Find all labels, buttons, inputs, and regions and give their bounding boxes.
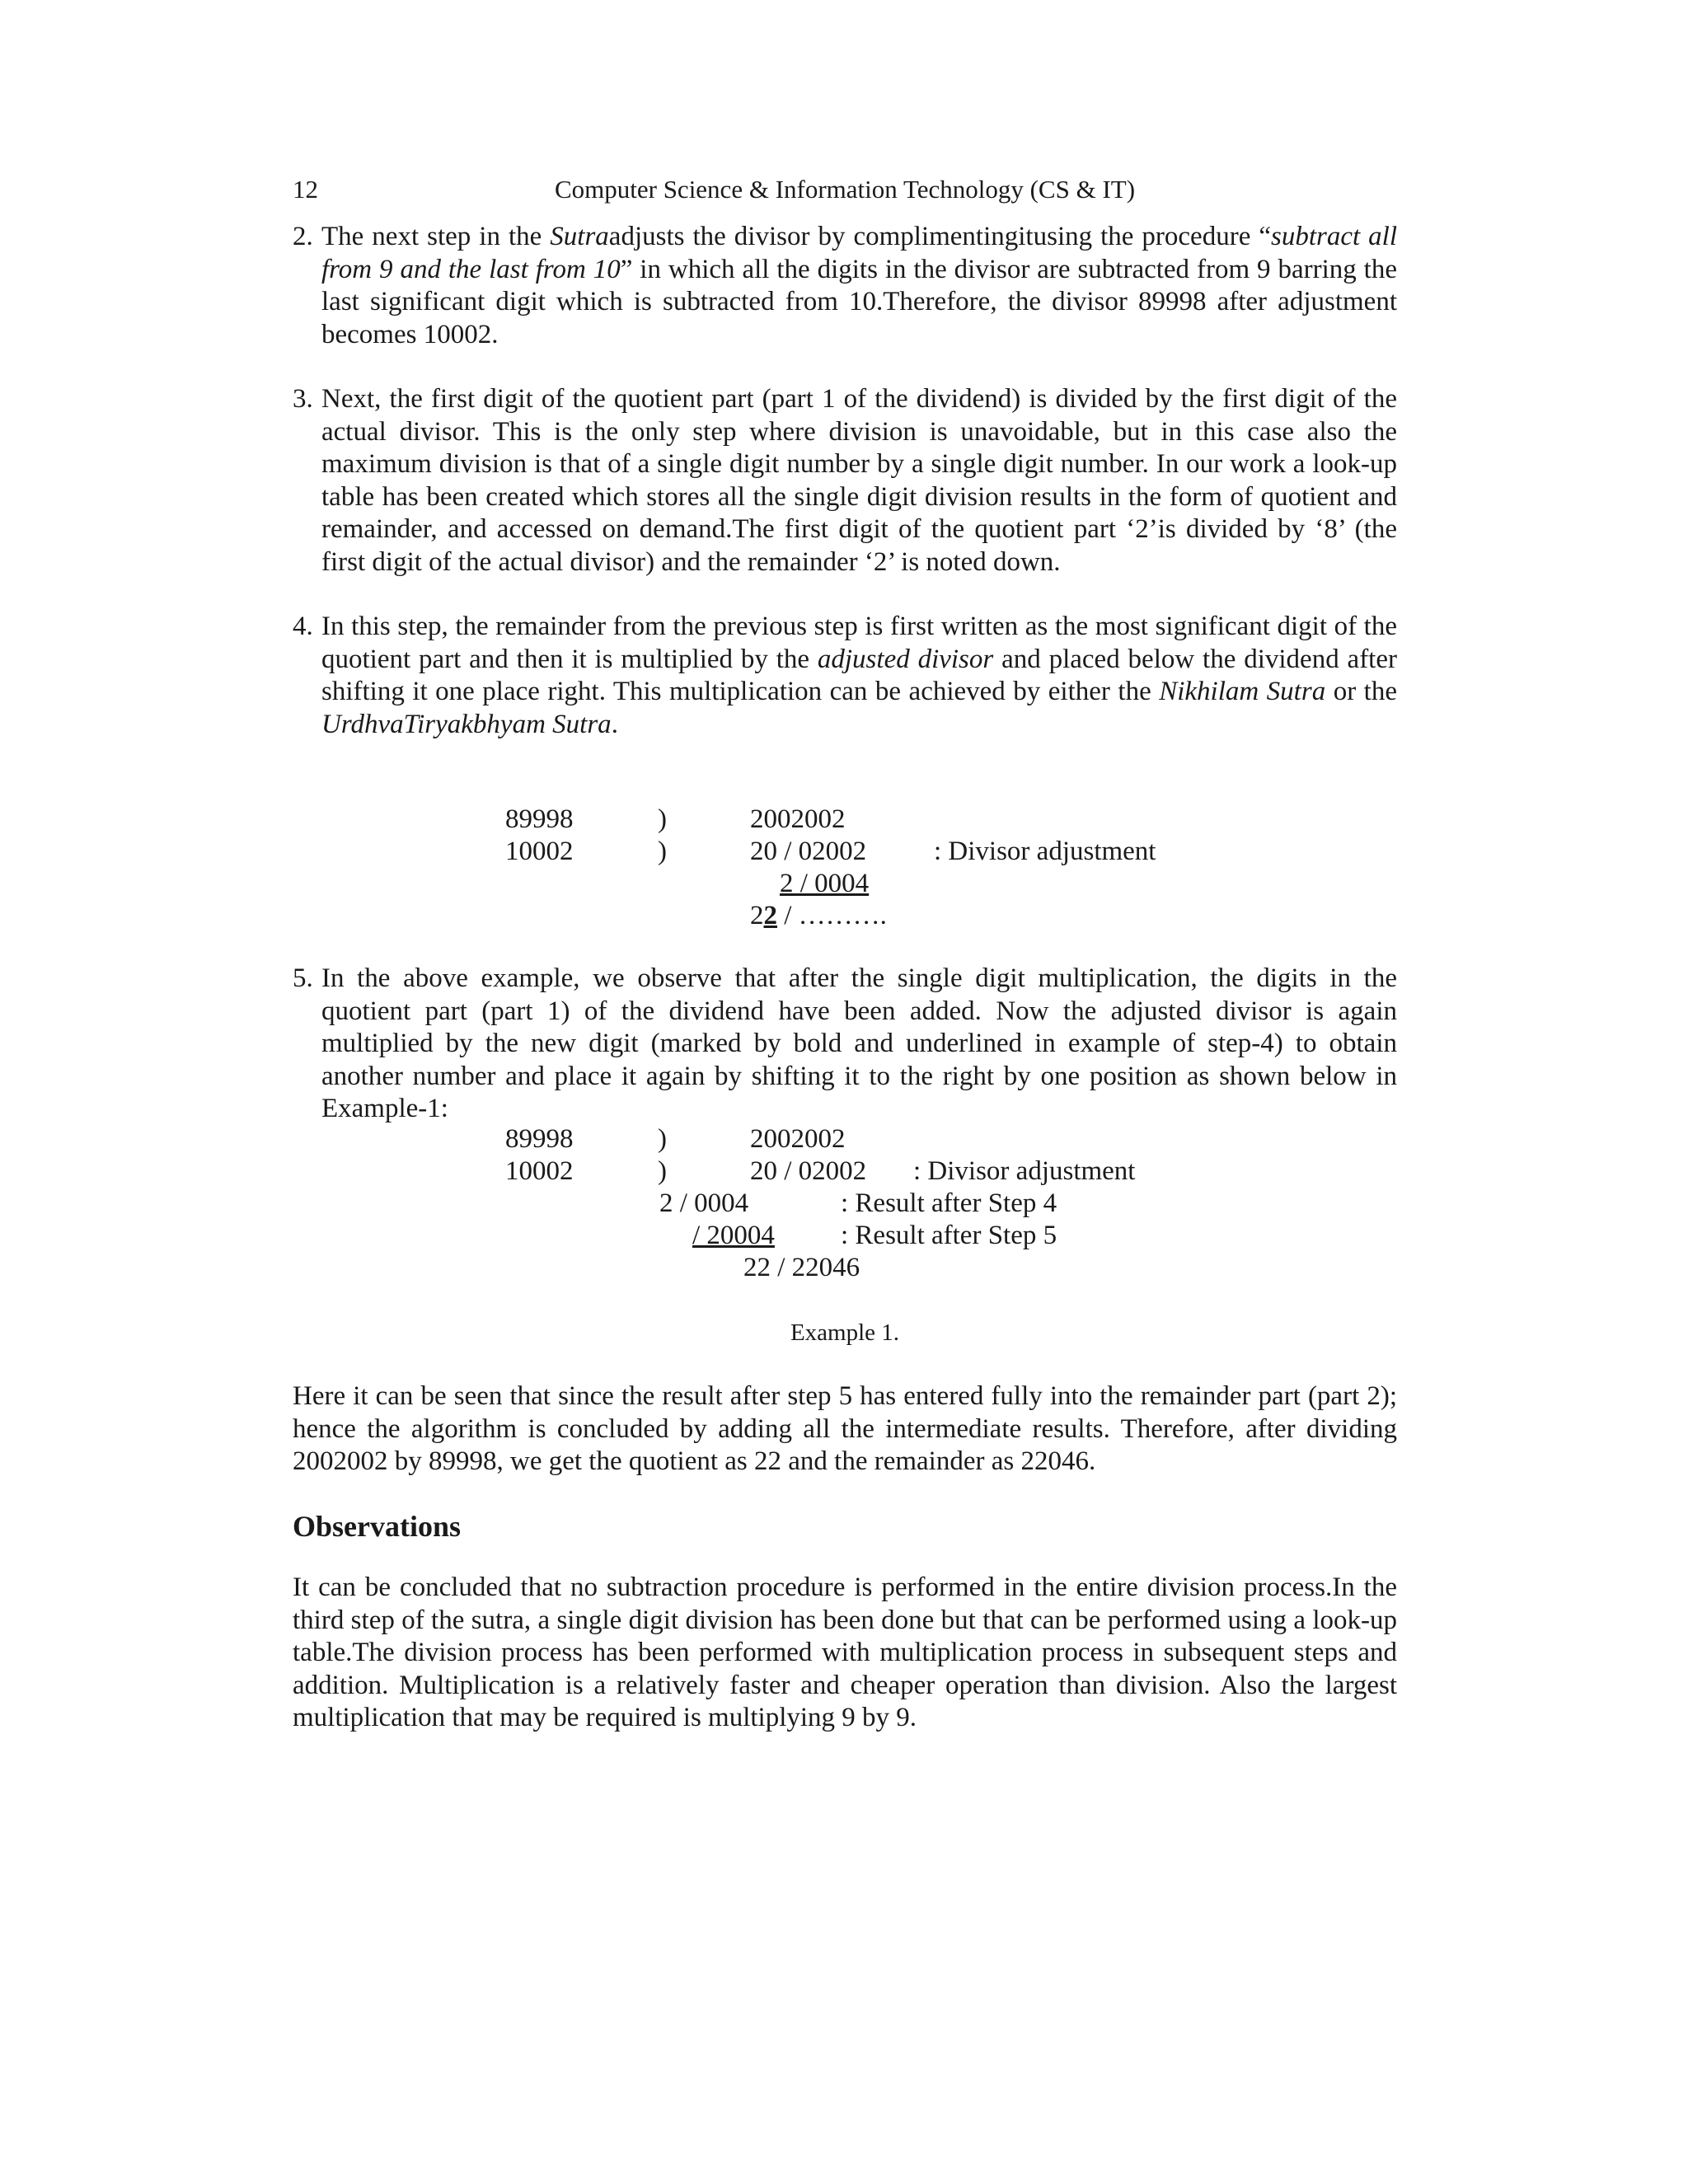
- step-4-italic-urdhva: UrdhvaTiryakbhyam Sutra: [321, 709, 612, 739]
- example-b-r3-value: 2 / 0004: [659, 1188, 749, 1218]
- example-b-r4-value: / 20004: [692, 1221, 775, 1250]
- step-2-text-seg: The next step in the: [321, 222, 551, 251]
- step-4-text-seg: or the: [1325, 677, 1397, 706]
- example-caption: Example 1.: [790, 1319, 900, 1346]
- step-4-text-seg: and placed below the dividend after shifting it one place right. This multiplication can be achieved by either the: [321, 644, 1397, 706]
- example-b-r1-divisor: 89998: [505, 1124, 574, 1154]
- example-a-r1-value: 2002002: [750, 804, 846, 834]
- journal-title: Computer Science & Information Technology (CS & IT): [554, 175, 1136, 204]
- step-2: [293, 221, 1397, 351]
- example-a-r3-value: 2 / 0004: [780, 869, 870, 898]
- observations-paragraph: It can be concluded that no subtraction procedure is performed in the entire division process.In the third step of the sutra, a single digit division has been done but that can be performed using a look-up table.The division process has been performed with multiplication process in subsequent steps and addition. Multiplication is a relatively faster and cheaper operation than division. Also the largest multiplication that may be required is multiplying 9 by 9.: [293, 1572, 1397, 1732]
- step-4: [293, 611, 1397, 741]
- step-5: [293, 963, 1397, 1126]
- step-3-number: 3.: [293, 384, 313, 414]
- step-5-text: In the above example, we observe that after the single digit multiplication, the digits in the quotient part (part 1) of the dividend have been added. Now the adjusted divisor is again multiplied by the new digit (marked by bold and underlined in example of step-4) to obtain another number and place it again by shifting it to the right by one position as shown below in Example-1:: [321, 963, 1397, 1123]
- step-4-text-seg: In this step, the remainder from the previous step is first written as the most significant digit of the quotient part and then it is multiplied by the: [321, 612, 1397, 674]
- step-2-italic-procedure: subtract all from 9 and the last from 10: [321, 222, 1398, 284]
- example-b-r3-note: : Result after Step 4: [841, 1188, 1057, 1218]
- example-a-r2-note: : Divisor adjustment: [934, 837, 1156, 866]
- example-a-r2-divisor: 10002: [505, 837, 574, 866]
- example-a-r2-value: 20 / 02002: [750, 837, 867, 866]
- example-a-r4: [750, 900, 887, 933]
- example-a-r4-new-digit: 2: [763, 901, 777, 930]
- step-2-text-seg: ” in which all the digits in the divisor are subtracted from 9 barring the last significant digit which is subtracted from 10.Therefore, the divisor 89998 after adjustment becomes 10002.: [321, 254, 1397, 349]
- step-5-number: 5.: [293, 963, 313, 993]
- step-3-text: Next, the first digit of the quotient part (part 1 of the dividend) is divided by the first digit of the actual divisor. This is the only step where division is unavoidable, but in this case also the maximum division is that of a single digit number by a single digit number. In our work a look-up table has been created which stores all the single digit division results in the form of quotient and remainder, and accessed on demand.The first digit of the quotient part ‘2’is divided by ‘8’ (the first digit of the actual divisor) and the remainder ‘2’ is noted down.: [321, 384, 1397, 577]
- step-4-text: [321, 611, 1397, 741]
- example-b-r2-note: : Divisor adjustment: [913, 1156, 1136, 1186]
- page-number: 12: [293, 175, 318, 204]
- step-3: [293, 383, 1397, 579]
- example-b-r2-divisor: 10002: [505, 1156, 574, 1186]
- step-2-italic-sutra: Sutra: [550, 222, 609, 251]
- example-b-r5-value: 22 / 22046: [743, 1253, 860, 1282]
- step-2-text: [321, 221, 1397, 351]
- example-a-r4-digit: 2: [750, 901, 764, 930]
- step-4-text-seg: .: [611, 709, 618, 739]
- example-b-r2-value: 20 / 02002: [750, 1156, 867, 1186]
- step-4-italic-adjusted-divisor: adjusted divisor: [817, 644, 994, 674]
- step-2-number: 2.: [293, 222, 313, 251]
- example-b-r1-value: 2002002: [750, 1124, 846, 1154]
- example-a-r4-rest: / ……….: [777, 901, 887, 930]
- example-b-r1-paren: ): [658, 1124, 667, 1154]
- conclusion-paragraph: Here it can be seen that since the result after step 5 has entered fully into the remainder part (part 2); hence the algorithm is concluded by adding all the intermediate results. Therefore, after dividing 2002002 by 89998, we get the quotient as 22 and the remainder as 22046.: [293, 1381, 1397, 1476]
- step-4-number: 4.: [293, 612, 313, 641]
- step-2-text-seg: adjusts the divisor by complimentingitusing the procedure “: [608, 222, 1271, 251]
- example-b-r2-paren: ): [658, 1156, 667, 1186]
- section-heading-observations: Observations: [293, 1510, 462, 1543]
- example-a-r2-paren: ): [658, 837, 667, 866]
- running-header: [293, 171, 1397, 208]
- step-4-italic-nikhilam: Nikhilam Sutra: [1159, 677, 1326, 706]
- example-a-r1-divisor: 89998: [505, 804, 574, 834]
- example-a-r1-paren: ): [658, 804, 667, 834]
- example-b-r4-note: : Result after Step 5: [841, 1221, 1057, 1250]
